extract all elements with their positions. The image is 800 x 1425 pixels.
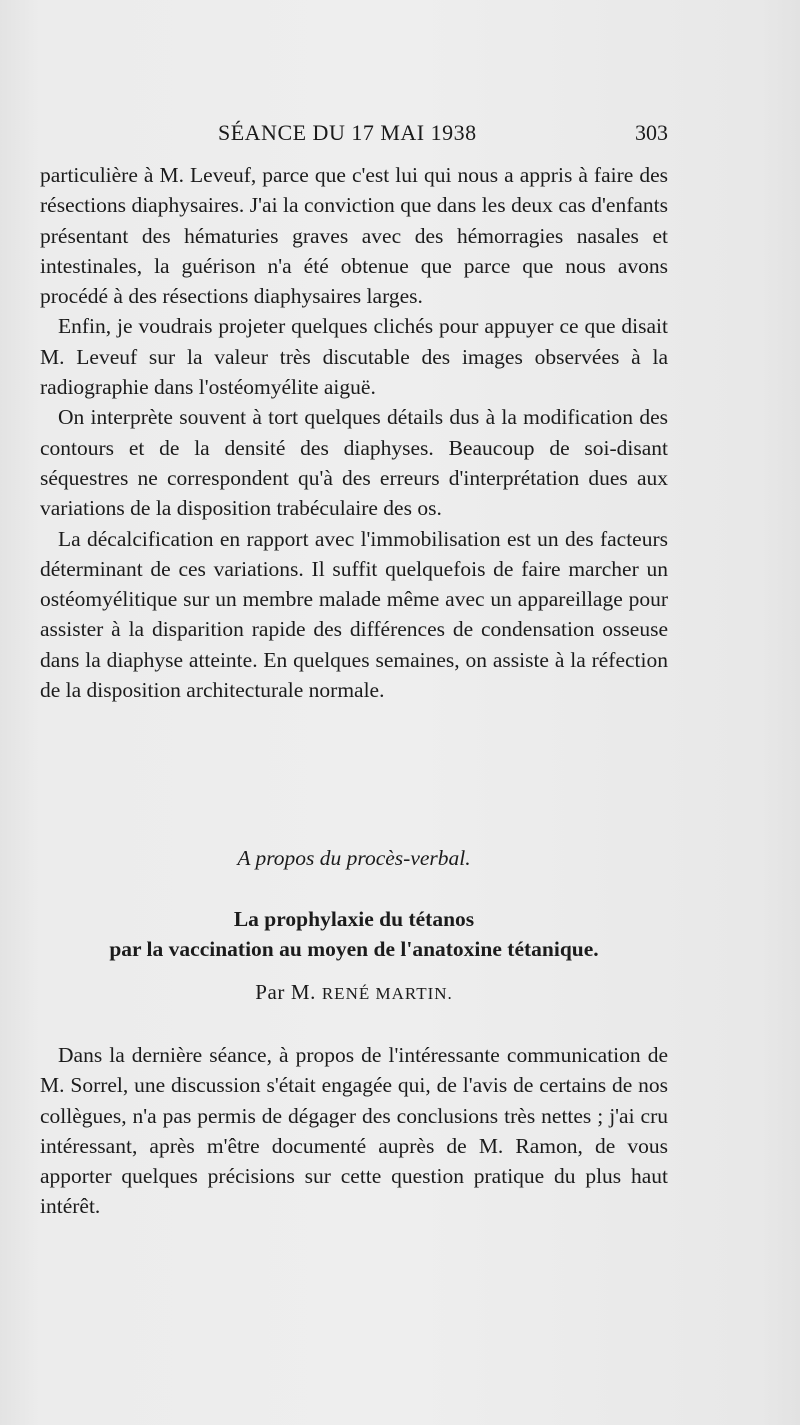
paragraph: La décalcification en rapport avec l'immobilisation est un des facteurs déterminant de ces variations. Il suffit quelquefois de faire marcher un ostéomyélitique sur un membre malade même avec un appareillage pour assister à la disparition rapide des différences de condensation osseuse dans la diaphyse atteinte. En quelques semaines, on assiste à la réfection de la disposition architecturale normale.: [40, 526, 668, 703]
paragraph: On interprète souvent à tort quelques détails dus à la modification des contours et de la densité des diaphyses. Beaucoup de soi-disant séquestres ne correspondent qu'à des erreurs d'interprétation dues aux variations de la disposition trabéculaire des os.: [40, 405, 668, 521]
article-title-line-1: La prophylaxie du tétanos: [233, 907, 475, 931]
section-heading: A propos du procès-verbal.: [237, 846, 471, 870]
running-head: [40, 116, 668, 152]
body-text-bottom: [40, 1040, 668, 1222]
page-number: 303: [635, 120, 668, 145]
paragraph: Dans la dernière séance, à propos de l'intéressante communication de M. Sorrel, une discussion s'était engagée qui, de l'avis de certains de nos collègues, n'a pas permis de dégager des conclusions très nettes ; j'ai cru intéressant, après m'être documenté auprès de M. Ramon, de vous apporter quelques précisions sur cette question pratique du plus haut intérêt.: [40, 1043, 668, 1219]
body-text-top: [40, 160, 668, 705]
paragraph: particulière à M. Leveuf, parce que c'est lui qui nous a appris à faire des résections diaphysaires. J'ai la conviction que dans les deux cas d'enfants présentant des hématuries graves avec des hémorragies nasales et intestinales, la guérison n'a été obtenue que parce que nous avons procédé à des résections diaphysaires larges.: [40, 163, 668, 309]
article-title: [30, 904, 678, 964]
author-name: RENÉ MARTIN.: [321, 984, 453, 1003]
running-title: SÉANCE DU 17 MAI 1938: [218, 120, 477, 145]
author-prefix: Par M.: [255, 980, 322, 1004]
author-byline: [40, 980, 668, 1005]
paragraph: Enfin, je voudrais projeter quelques clichés pour appuyer ce que disait M. Leveuf sur la valeur très discutable des images observées à la radiographie dans l'ostéomyélite aiguë.: [40, 314, 668, 400]
article-title-line-2: par la vaccination au moyen de l'anatoxine tétanique.: [109, 937, 599, 961]
